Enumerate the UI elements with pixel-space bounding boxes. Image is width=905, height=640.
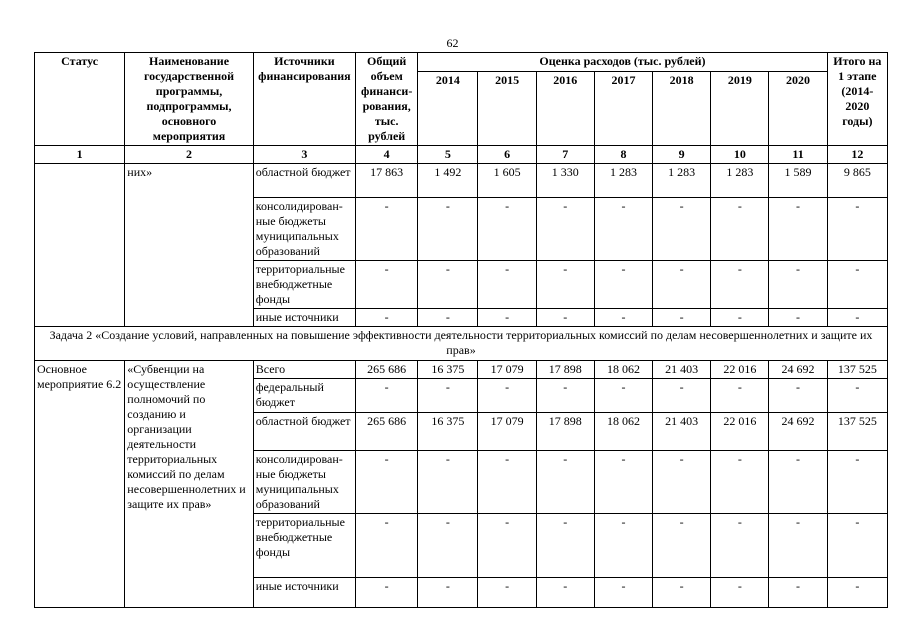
year-value: -: [478, 451, 536, 514]
header-year: 2015: [478, 72, 536, 146]
year-value: 18 062: [594, 361, 652, 379]
total-value: -: [356, 309, 418, 327]
year-value: -: [478, 309, 536, 327]
header-stage-total: Итого на 1 этапе (2014-2020 годы): [827, 53, 887, 146]
total-value: -: [356, 451, 418, 514]
year-value: -: [769, 309, 827, 327]
year-value: -: [418, 578, 478, 608]
year-value: -: [418, 261, 478, 309]
column-index: 9: [653, 146, 711, 164]
column-index: 7: [536, 146, 594, 164]
year-value: 1 330: [536, 164, 594, 198]
header-year: 2017: [594, 72, 652, 146]
year-value: 1 492: [418, 164, 478, 198]
total-value: -: [356, 514, 418, 578]
year-value: -: [536, 379, 594, 413]
funding-source: областной бюджет: [253, 413, 355, 451]
year-value: 17 079: [478, 413, 536, 451]
year-value: 17 898: [536, 361, 594, 379]
year-value: -: [478, 198, 536, 261]
year-value: -: [478, 379, 536, 413]
total-value: -: [356, 379, 418, 413]
year-value: 24 692: [769, 413, 827, 451]
year-value: -: [711, 451, 769, 514]
year-value: 24 692: [769, 361, 827, 379]
year-value: -: [769, 514, 827, 578]
header-name: Наименование государственной программы, подпрограммы, основного мероприятия: [125, 53, 253, 146]
total-value: -: [356, 261, 418, 309]
column-index: 10: [711, 146, 769, 164]
header-total: Общий объем финанси-рования, тыс. рублей: [356, 53, 418, 146]
column-index-row: [35, 146, 888, 164]
year-value: -: [478, 261, 536, 309]
year-value: -: [711, 379, 769, 413]
year-value: 1 283: [594, 164, 652, 198]
column-index: 12: [827, 146, 887, 164]
year-value: -: [536, 451, 594, 514]
year-value: -: [653, 379, 711, 413]
year-value: -: [594, 451, 652, 514]
year-value: -: [711, 578, 769, 608]
year-value: -: [769, 578, 827, 608]
year-value: -: [769, 261, 827, 309]
header-status: Статус: [35, 53, 125, 146]
funding-source: Всего: [253, 361, 355, 379]
year-value: -: [711, 514, 769, 578]
stage-total-value: -: [827, 309, 887, 327]
year-value: -: [418, 379, 478, 413]
header-year: 2014: [418, 72, 478, 146]
stage-total-value: -: [827, 198, 887, 261]
year-value: 18 062: [594, 413, 652, 451]
header-year: 2019: [711, 72, 769, 146]
year-value: -: [769, 379, 827, 413]
year-value: -: [418, 514, 478, 578]
year-value: -: [536, 514, 594, 578]
column-index: 8: [594, 146, 652, 164]
total-value: 265 686: [356, 361, 418, 379]
year-value: -: [653, 451, 711, 514]
year-value: -: [418, 451, 478, 514]
column-index: 2: [125, 146, 253, 164]
funding-source: консолидирован-ные бюджеты муниципальных образований: [253, 451, 355, 514]
funding-source: федеральный бюджет: [253, 379, 355, 413]
year-value: -: [594, 379, 652, 413]
year-value: -: [594, 198, 652, 261]
column-index: 5: [418, 146, 478, 164]
task-title: Задача 2 «Создание условий, направленных на повышение эффективности деятельности территориальных комиссий по делам несовершеннолетних и защите их прав»: [35, 327, 888, 361]
activity-name-cell: них»: [125, 164, 253, 327]
funding-source: территориальные внебюджетные фонды: [253, 514, 355, 578]
year-value: 1 589: [769, 164, 827, 198]
activity-name-cell: «Субвенции на осуществление полномочий по созданию и организации деятельности территориальных комиссий по делам несовершеннолетних и защите их прав»: [125, 361, 253, 608]
table-row: [35, 361, 888, 379]
year-value: 17 898: [536, 413, 594, 451]
status-cell: [35, 164, 125, 327]
column-index: 6: [478, 146, 536, 164]
year-value: -: [536, 578, 594, 608]
header-year: 2018: [653, 72, 711, 146]
year-value: -: [418, 309, 478, 327]
funding-source: иные источники: [253, 578, 355, 608]
year-value: 21 403: [653, 361, 711, 379]
year-value: -: [653, 514, 711, 578]
status-cell: Основное мероприятие 6.2: [35, 361, 125, 608]
year-value: -: [594, 309, 652, 327]
year-value: -: [653, 261, 711, 309]
header-sources: Источники финансирования: [253, 53, 355, 146]
year-value: -: [478, 514, 536, 578]
stage-total-value: -: [827, 379, 887, 413]
stage-total-value: -: [827, 261, 887, 309]
year-value: -: [594, 578, 652, 608]
stage-total-value: -: [827, 578, 887, 608]
year-value: -: [594, 261, 652, 309]
funding-source: консолидирован-ные бюджеты муниципальных образований: [253, 198, 355, 261]
total-value: -: [356, 578, 418, 608]
year-value: 22 016: [711, 361, 769, 379]
table-row: [35, 164, 888, 198]
stage-total-value: -: [827, 514, 887, 578]
year-value: 1 605: [478, 164, 536, 198]
year-value: -: [536, 198, 594, 261]
column-index: 1: [35, 146, 125, 164]
stage-total-value: 137 525: [827, 413, 887, 451]
header-year: 2016: [536, 72, 594, 146]
year-value: 16 375: [418, 361, 478, 379]
year-value: -: [653, 198, 711, 261]
total-value: 17 863: [356, 164, 418, 198]
year-value: -: [769, 198, 827, 261]
total-value: 265 686: [356, 413, 418, 451]
year-value: -: [711, 261, 769, 309]
column-index: 4: [356, 146, 418, 164]
stage-total-value: 137 525: [827, 361, 887, 379]
section-continuation: [35, 164, 888, 327]
year-value: -: [536, 309, 594, 327]
year-value: 22 016: [711, 413, 769, 451]
task-row: [35, 327, 888, 361]
year-value: -: [594, 514, 652, 578]
table-header: [35, 53, 888, 146]
funding-source: иные источники: [253, 309, 355, 327]
stage-total-value: 9 865: [827, 164, 887, 198]
year-value: 1 283: [711, 164, 769, 198]
column-index: 3: [253, 146, 355, 164]
year-value: 1 283: [653, 164, 711, 198]
budget-table: [34, 52, 888, 608]
year-value: -: [478, 578, 536, 608]
funding-source: территориальные внебюджетные фонды: [253, 261, 355, 309]
year-value: -: [536, 261, 594, 309]
year-value: -: [711, 198, 769, 261]
year-value: -: [418, 198, 478, 261]
total-value: -: [356, 198, 418, 261]
year-value: -: [711, 309, 769, 327]
year-value: -: [769, 451, 827, 514]
column-index: 11: [769, 146, 827, 164]
stage-total-value: -: [827, 451, 887, 514]
header-year: 2020: [769, 72, 827, 146]
year-value: -: [653, 309, 711, 327]
year-value: 17 079: [478, 361, 536, 379]
page-number: 62: [446, 36, 459, 50]
year-value: 21 403: [653, 413, 711, 451]
funding-source: областной бюджет: [253, 164, 355, 198]
section-main-activity: [35, 361, 888, 608]
year-value: 16 375: [418, 413, 478, 451]
header-estimate: Оценка расходов (тыс. рублей): [418, 53, 827, 72]
year-value: -: [653, 578, 711, 608]
